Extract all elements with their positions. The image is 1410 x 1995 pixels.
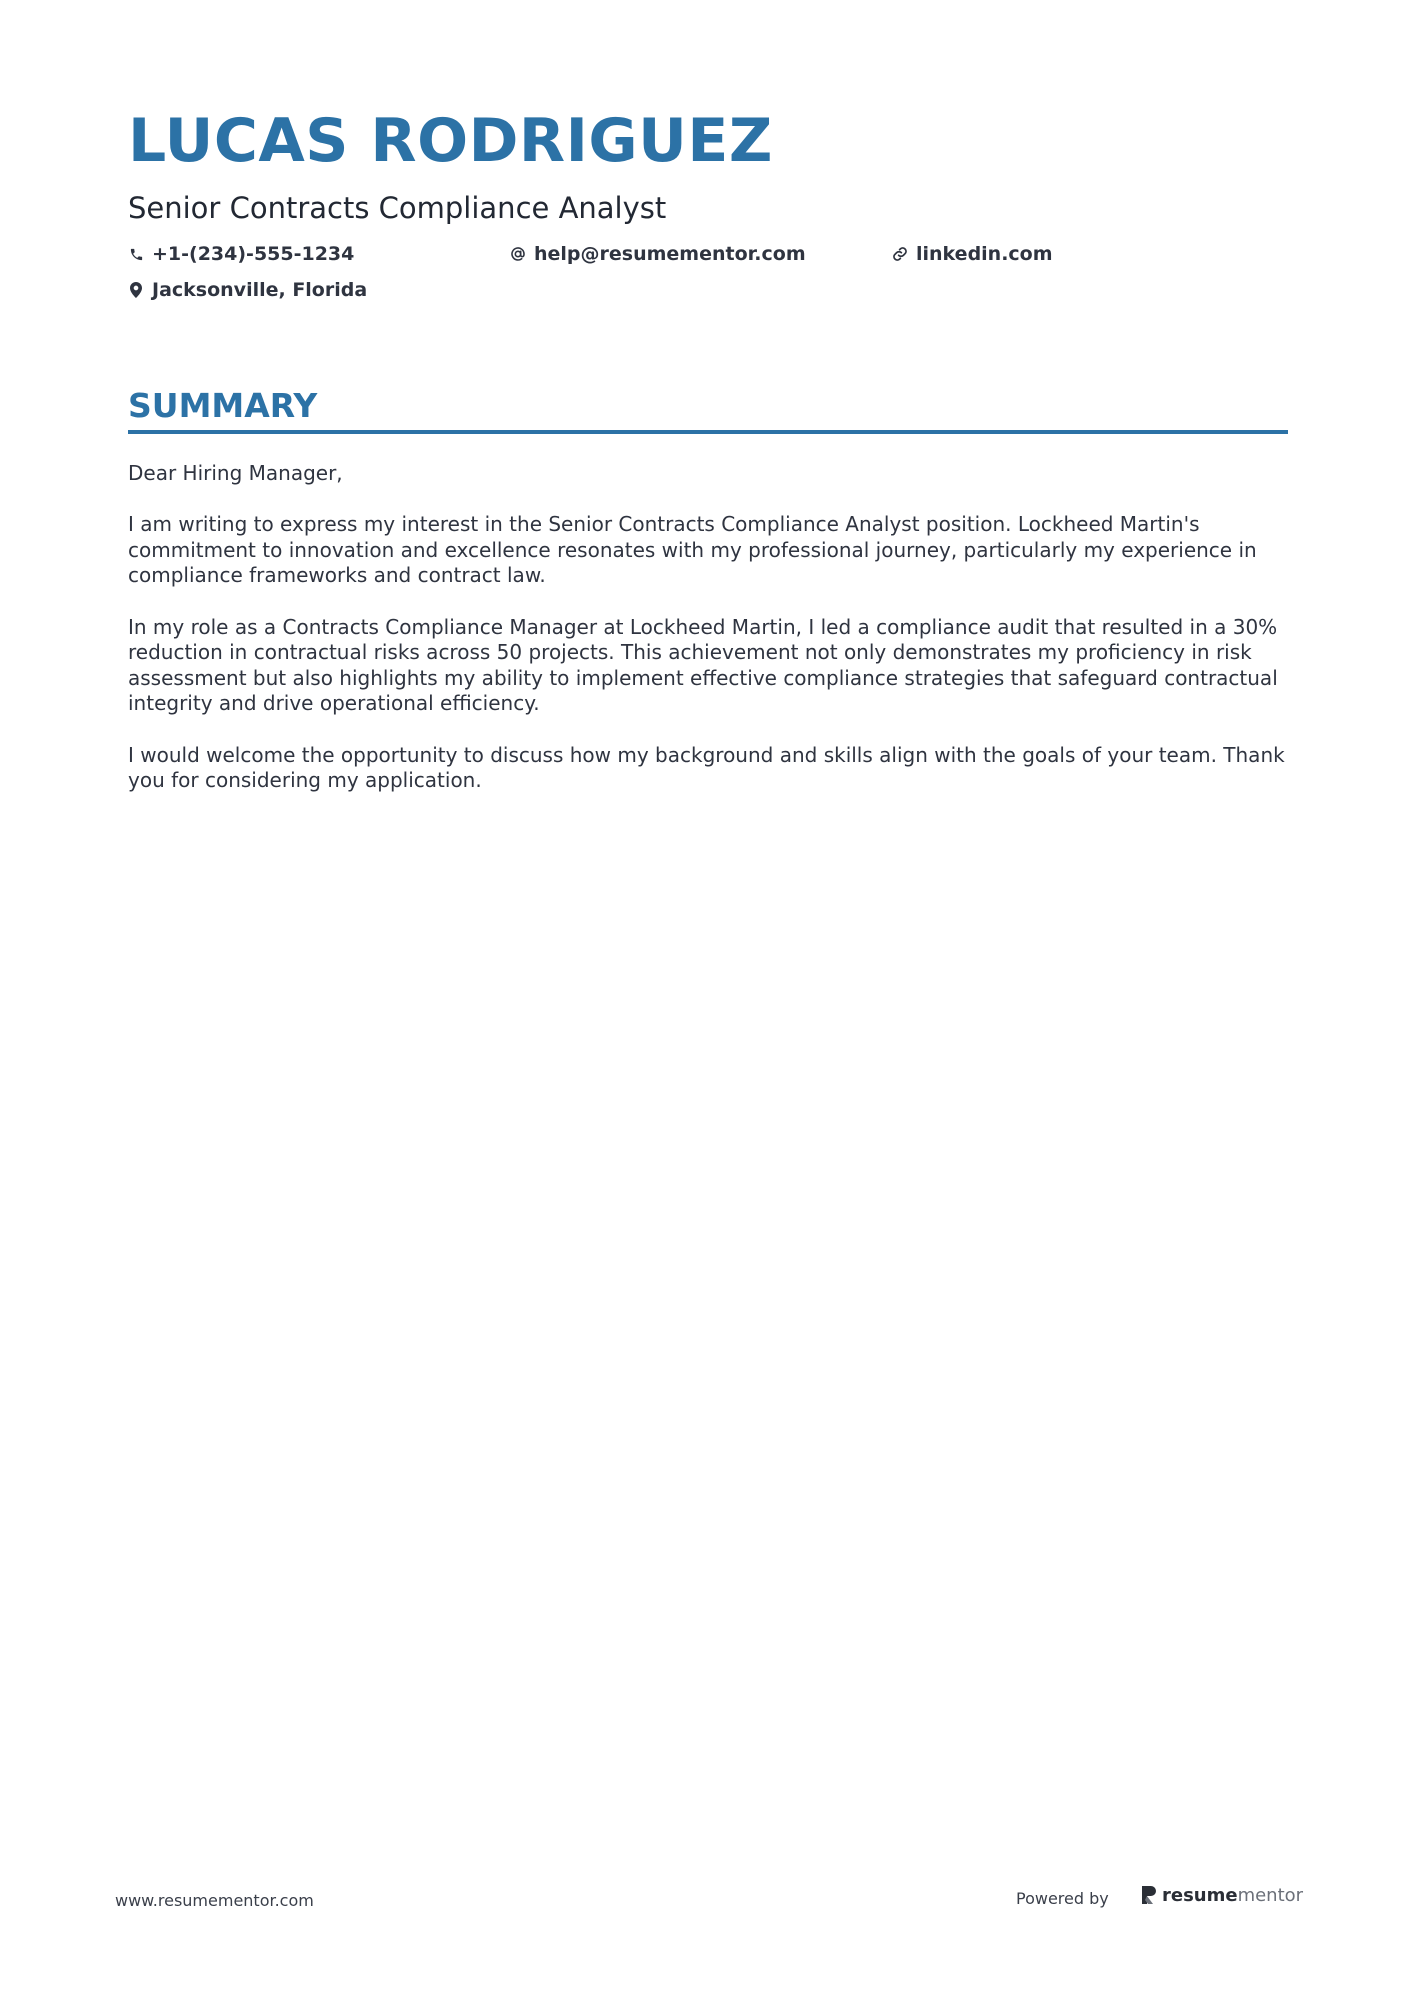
footer-powered-by: Powered by	[1016, 1889, 1109, 1908]
candidate-name: LUCAS RODRIGUEZ	[128, 106, 773, 176]
letter-paragraph: I would welcome the opportunity to discuss how my background and skills align with the goals of your team. Thank you for considering my application.	[128, 742, 1285, 793]
summary-heading: SUMMARY	[128, 386, 318, 425]
letter-salutation: Dear Hiring Manager,	[128, 461, 343, 485]
contact-email	[510, 243, 806, 265]
map-pin-icon	[128, 282, 144, 298]
phone-text: +1-(234)-555-1234	[152, 243, 355, 265]
contact-location	[128, 279, 367, 301]
at-sign-icon	[510, 246, 526, 262]
letter-paragraph: In my role as a Contracts Compliance Manager at Lockheed Martin, I led a compliance audit that resulted in a 30% reduction in contractual risks across 50 projects. This achievement not only demonstrates my proficiency in risk assessment but also highlights my ability to implement effective compliance strategies that safeguard contractual integrity and drive operational efficiency.	[128, 614, 1278, 716]
summary-body	[128, 461, 1290, 819]
link-icon	[892, 246, 908, 262]
brand-name-part1: resume	[1162, 1884, 1238, 1906]
footer-website: www.resumementor.com	[115, 1891, 314, 1910]
footer-brand	[1140, 1884, 1303, 1906]
candidate-title: Senior Contracts Compliance Analyst	[128, 191, 667, 225]
contact-phone	[128, 243, 354, 265]
link-text: linkedin.com	[916, 243, 1053, 265]
letter-paragraph: I am writing to express my interest in the Senior Contracts Compliance Analyst position. Lockheed Martin's commitment to innovation and excellence resonates with my professional journey, particularly my experience in compliance frameworks and contract law.	[128, 512, 1257, 588]
email-text: help@resumementor.com	[534, 243, 806, 265]
contact-link	[892, 243, 1053, 265]
location-text: Jacksonville, Florida	[152, 279, 368, 301]
phone-icon	[128, 246, 144, 262]
summary-divider	[128, 430, 1288, 434]
brand-name-part2: mentor	[1237, 1884, 1304, 1906]
resumementor-logo-icon	[1140, 1884, 1158, 1906]
